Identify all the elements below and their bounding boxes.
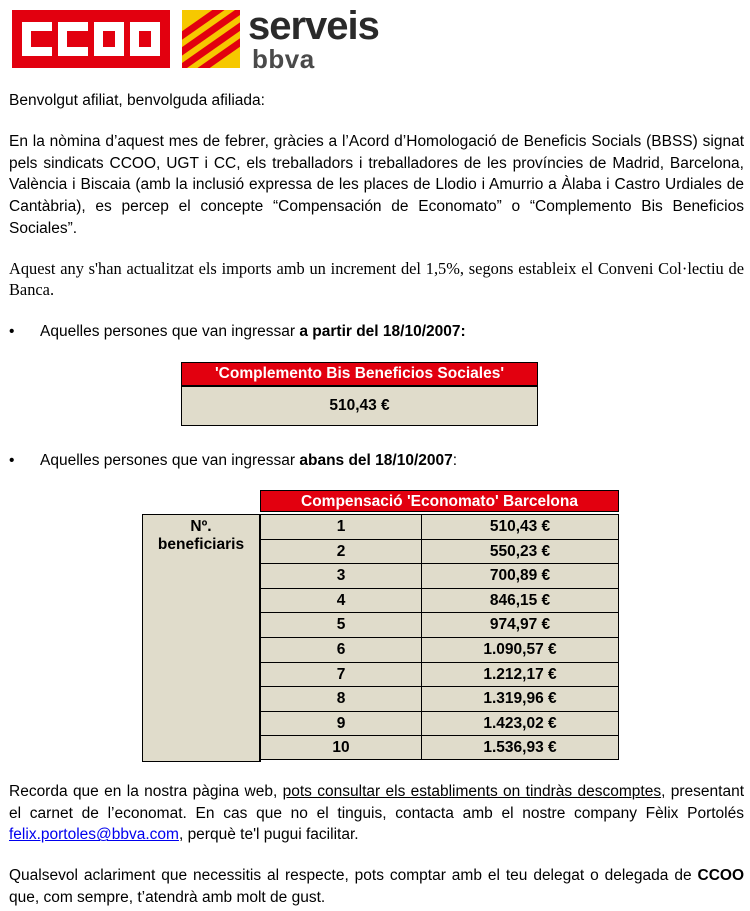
closing-post: que, com sempre, t’atendrà amb molt de gust. <box>9 888 326 906</box>
economato-table-title: Compensació 'Economato' Barcelona <box>260 490 619 512</box>
remember-post: , perquè te'l pugui facilitar. <box>178 826 359 844</box>
amount-value: 510,43 € <box>422 515 618 539</box>
update-paragraph: Aquest any s'han actualitzat els imports amb un increment del 1,5%, segons estableix el Conveni Col·lectiu de Banca. <box>9 259 744 299</box>
amount-value: 1.423,02 € <box>422 712 618 736</box>
amount-value: 1.090,57 € <box>422 638 618 662</box>
bullet-marker: • <box>9 452 15 469</box>
brand-serveis: serveis <box>248 4 379 48</box>
label-line2: beneficiaris <box>157 536 245 553</box>
complemento-table <box>181 362 538 426</box>
complemento-table-header: 'Complemento Bis Beneficios Sociales' <box>182 363 537 387</box>
table-row <box>261 736 618 759</box>
beneficiaries-count: 3 <box>261 564 422 588</box>
label-line1: Nº. <box>190 518 212 535</box>
remember-pre: Recorda que en la nostra pàgina web, <box>9 783 283 800</box>
header-logo <box>12 4 382 74</box>
bullet-text <box>40 322 466 342</box>
amount-value: 974,97 € <box>422 613 618 637</box>
amount-value: 1.536,93 € <box>422 736 618 759</box>
beneficiaries-count: 1 <box>261 515 422 539</box>
remember-mid: , presentant el carnet de l’economat. En cas que no el tinguis, contacta amb el nostre company Fèlix Portolés <box>9 783 745 822</box>
table-row <box>261 540 618 565</box>
beneficiaries-count: 7 <box>261 663 422 687</box>
senyera-flag-icon <box>182 10 240 68</box>
bullet-bold: abans del 18/10/2007 <box>299 452 453 469</box>
closing-bold: CCOO <box>697 867 744 884</box>
beneficiaries-count: 6 <box>261 638 422 662</box>
establishments-link[interactable]: pots consultar els establiments on tindràs descomptes <box>282 783 662 800</box>
bullet-after-date <box>9 322 709 342</box>
bullet-prefix: Aquelles persones que van ingressar <box>40 452 300 469</box>
beneficiaries-count: 2 <box>261 540 422 564</box>
brand-bbva: bbva <box>252 44 315 74</box>
beneficiaries-count: 5 <box>261 613 422 637</box>
greeting: Benvolgut afiliat, benvolguda afiliada: <box>9 92 265 109</box>
beneficiaries-count: 8 <box>261 687 422 711</box>
bullet-prefix: Aquelles persones que van ingressar <box>40 323 300 340</box>
amount-value: 846,15 € <box>422 589 618 613</box>
bullet-before-date <box>9 451 709 471</box>
bullet-bold: a partir del 18/10/2007: <box>299 323 466 340</box>
amount-value: 550,23 € <box>422 540 618 564</box>
table-row <box>261 638 618 663</box>
table-row <box>261 589 618 614</box>
beneficiaries-count: 9 <box>261 712 422 736</box>
table-row <box>261 712 618 737</box>
table-row <box>261 687 618 712</box>
table-row <box>261 613 618 638</box>
table-row <box>261 515 618 540</box>
bullet-marker: • <box>9 323 15 340</box>
bullet-suffix: : <box>452 452 458 469</box>
remember-paragraph <box>9 781 744 846</box>
amount-value: 700,89 € <box>422 564 618 588</box>
beneficiaries-count: 4 <box>261 589 422 613</box>
table-row <box>261 564 618 589</box>
amount-value: 1.212,17 € <box>422 663 618 687</box>
closing-paragraph <box>9 865 744 908</box>
ccoo-logo <box>12 10 170 68</box>
complemento-table-value: 510,43 € <box>182 387 537 425</box>
email-link[interactable]: felix.portoles@bbva.com <box>9 826 179 844</box>
intro-paragraph: En la nòmina d’aquest mes de febrer, gràcies a l’Acord d’Homologació de Beneficis Socials (BBSS) signat pels sindicats CCOO, UGT i CC, els treballadors i treballadores de les províncies de Madrid, Barcelona, València i Biscaia (amb la inclusió expressa de les places de Llodio i Amurrio a Àlaba i Castro Urdiales de Cantàbria), es percep el concepte “Compensación de Economato” o “Complemento Bis Beneficios Sociales”. <box>9 133 744 237</box>
beneficiaries-count: 10 <box>261 736 422 759</box>
bullet-text <box>40 451 457 471</box>
closing-pre: Qualsevol aclariment que necessitis al respecte, pots comptar amb el teu delegat o delegada de <box>9 867 698 884</box>
economato-table-label <box>142 514 261 762</box>
economato-table-rows <box>260 514 619 760</box>
table-row <box>261 663 618 688</box>
amount-value: 1.319,96 € <box>422 687 618 711</box>
